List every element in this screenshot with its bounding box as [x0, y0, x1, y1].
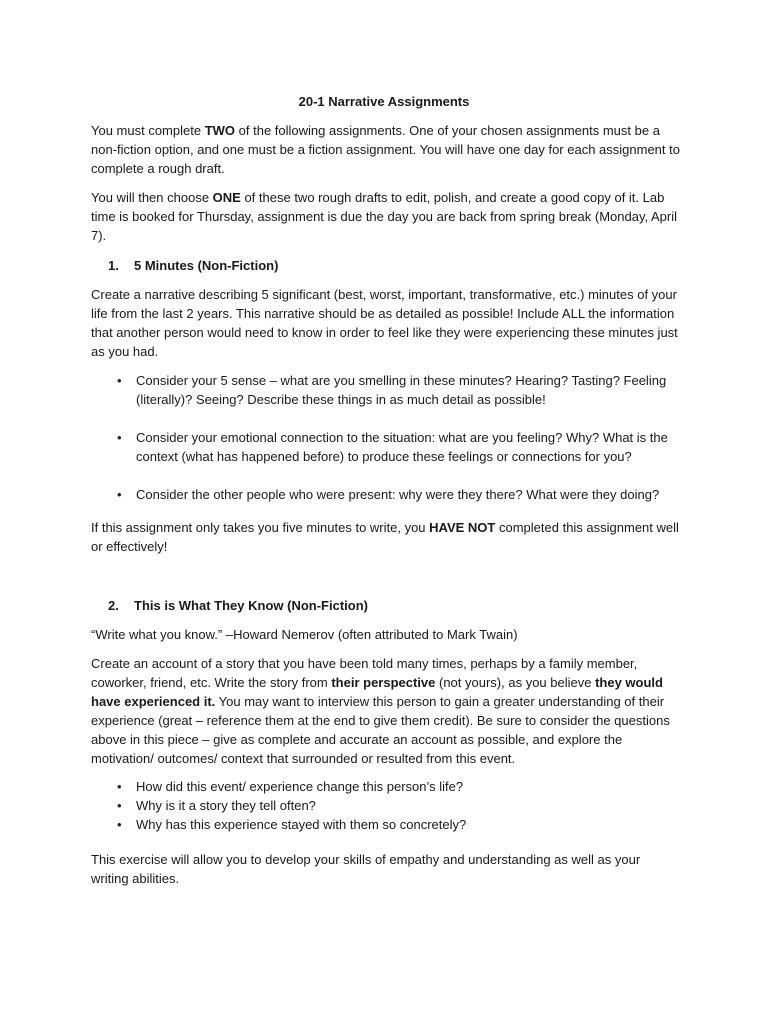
bullet-text: How did this event/ experience change this person’s life? — [136, 779, 464, 794]
section-1-paragraph: Create a narrative describing 5 significant (best, worst, important, transformative, etc.) minutes of your life from the last 2 years. This narrative should be as detailed as possible! Include ALL the information that another person would need to know in order to feel like they were experiencing these minutes just as you had. — [91, 287, 678, 359]
section-1-closing: If this assignment only takes you five minutes to write, you HAVE NOT completed this assignment well or effectively! — [91, 520, 679, 554]
section-2-heading — [108, 596, 698, 615]
section-1-number: 1. — [108, 258, 119, 273]
bullet-glyph: • — [117, 373, 122, 388]
bullet-text: Why has this experience stayed with them so concretely? — [136, 817, 467, 832]
section-1-heading — [108, 256, 698, 275]
bullet-text: Consider your emotional connection to the situation: what are you feeling? Why? What is the context (what has happened before) to produce these feelings or connections for you? — [136, 430, 668, 464]
bullet-glyph: • — [117, 798, 122, 813]
bullet-text: Why is it a story they tell often? — [136, 798, 316, 813]
section-2-paragraph: Create an account of a story that you have been told many times, perhaps by a family member, coworker, friend, etc. Write the story from their perspective (not yours), as you believe they would have experienced it. You may want to interview this person to gain a greater understanding of their experience (great – reference them at the end to give them credit). Be sure to consider the questions above in this piece – give as complete and accurate an account as possible, and explore the motivation/ outcomes/ context that surrounded or resulted from this event. — [91, 656, 670, 766]
document-title: 20-1 Narrative Assignments — [298, 94, 470, 109]
bullet-text: Consider the other people who were present: why were they there? What were they doing? — [136, 487, 660, 502]
section-2-title: This is What They Know (Non-Fiction) — [134, 598, 368, 613]
section-2-quote: “Write what you know.” –Howard Nemerov (often attributed to Mark Twain) — [91, 627, 518, 642]
bullet-glyph: • — [117, 487, 122, 502]
bullet-glyph: • — [117, 817, 122, 832]
section-2-closing: This exercise will allow you to develop your skills of empathy and understanding as well as your writing abilities. — [91, 852, 641, 886]
section-2-number: 2. — [108, 598, 119, 613]
bullet-glyph: • — [117, 430, 122, 445]
section-1-title: 5 Minutes (Non-Fiction) — [134, 258, 279, 273]
bullet-text: Consider your 5 sense – what are you smelling in these minutes? Hearing? Tasting? Feeling (literally)? Seeing? Describe these things in as much detail as possible! — [136, 373, 667, 407]
intro-paragraph-2: You will then choose ONE of these two rough drafts to edit, polish, and create a good copy of it. Lab time is booked for Thursday, assignment is due the day you are back from spring break (Monday, April 7). — [91, 190, 678, 243]
intro-paragraph-1: You must complete TWO of the following assignments. One of your chosen assignments must be a non-fiction option, and one must be a fiction assignment. You will have one day for each assignment to complete a rough draft. — [91, 123, 680, 176]
bullet-glyph: • — [117, 779, 122, 794]
